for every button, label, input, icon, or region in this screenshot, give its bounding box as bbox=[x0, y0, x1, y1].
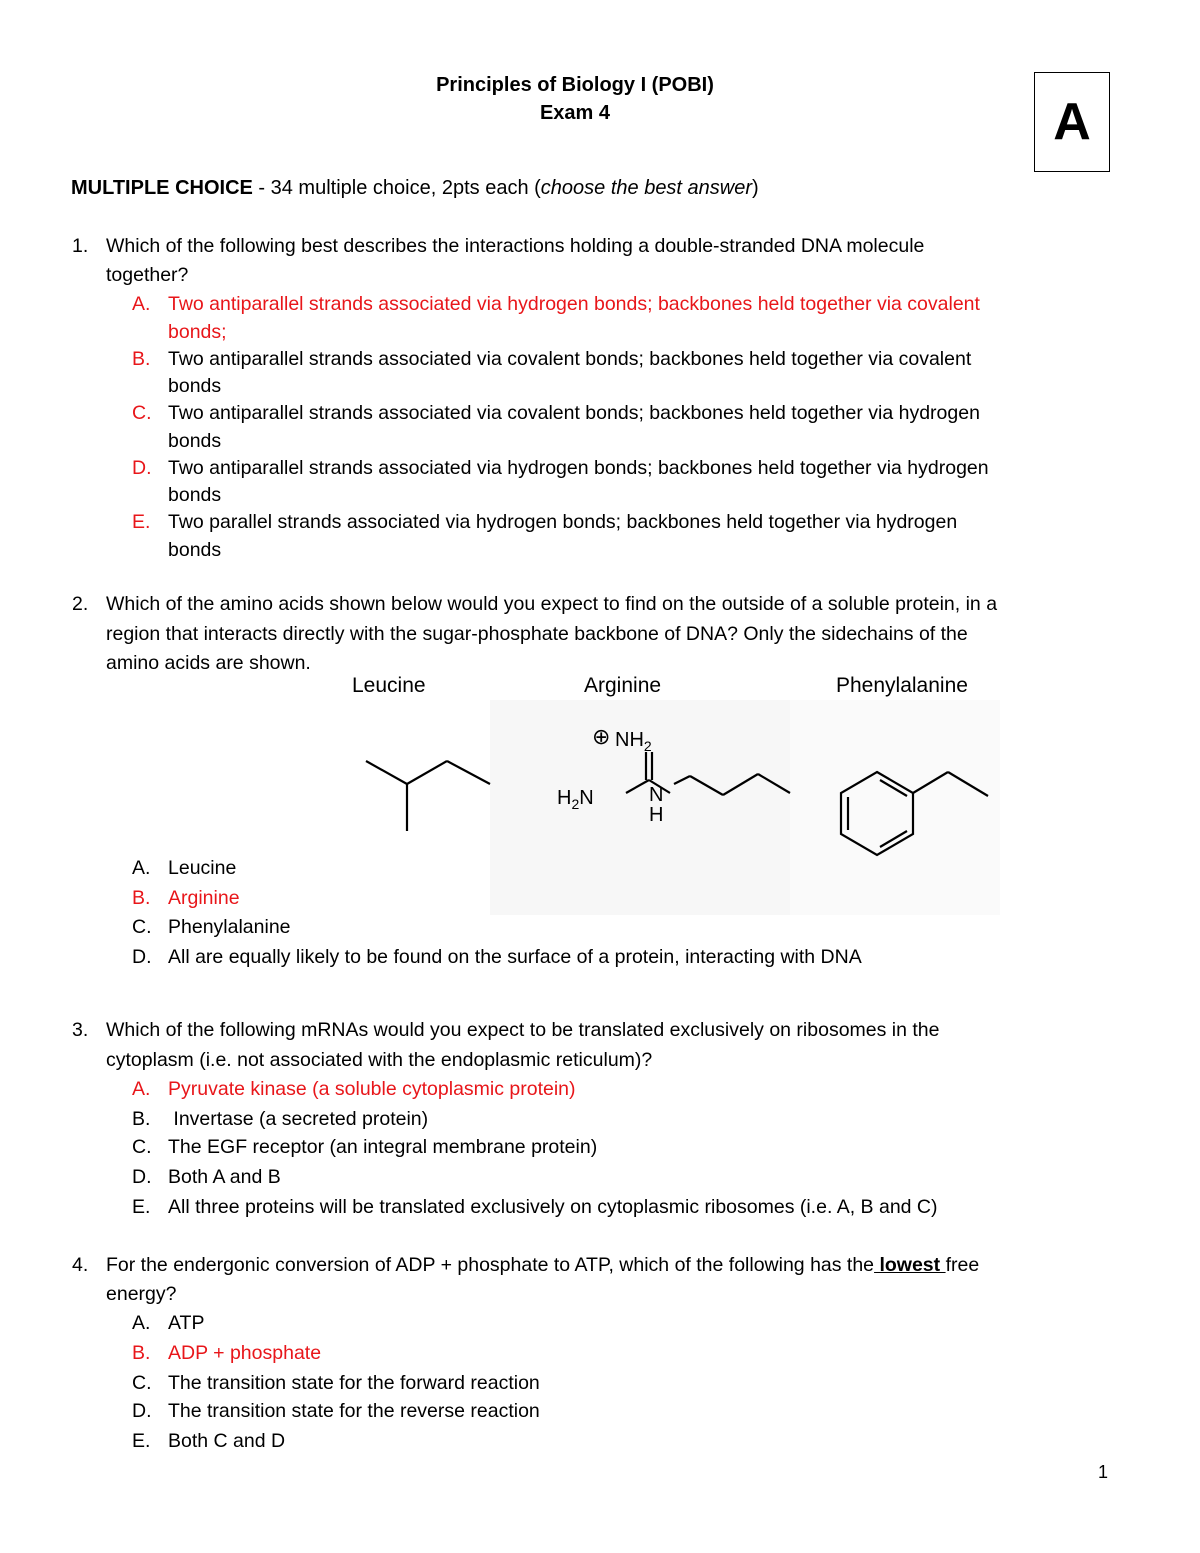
option-text: Phenylalanine bbox=[168, 916, 291, 938]
question-4-number: 4. bbox=[72, 1254, 89, 1276]
question-2-text: Which of the amino acids shown below would you expect to find on the outside of a soluble protein, in a bbox=[106, 593, 998, 615]
question-1-option-c-cont: bonds bbox=[168, 430, 222, 452]
option-letter: C. bbox=[132, 402, 152, 424]
section-heading-label: MULTIPLE CHOICE bbox=[71, 177, 253, 199]
question-3-text-cont: cytoplasm (i.e. not associated with the endoplasmic reticulum)? bbox=[106, 1049, 653, 1071]
option-text: Both A and B bbox=[168, 1166, 281, 1188]
option-text: Invertase (a secreted protein) bbox=[168, 1108, 429, 1130]
section-description-emphasis: choose the best answer bbox=[540, 177, 753, 199]
option-text: The EGF receptor (an integral membrane protein) bbox=[168, 1136, 598, 1158]
question-3-text: Which of the following mRNAs would you expect to be translated exclusively on ribosomes in the bbox=[106, 1019, 940, 1041]
question-3-option-b[interactable] bbox=[132, 1105, 428, 1134]
question-1-option-c[interactable] bbox=[132, 399, 980, 428]
option-text: Two antiparallel strands associated via hydrogen bonds; backbones held together via hydrogen bbox=[168, 457, 989, 479]
positive-charge-symbol: ⊕ bbox=[592, 724, 611, 749]
question-1-option-d[interactable] bbox=[132, 454, 989, 483]
question-3-number: 3. bbox=[72, 1019, 89, 1041]
amino-acid-figure bbox=[340, 700, 1010, 920]
question-4-option-a[interactable] bbox=[132, 1309, 204, 1338]
atom-h2n-left: $H_2N$ bbox=[557, 787, 594, 812]
option-letter: C. bbox=[132, 916, 152, 938]
option-letter: A. bbox=[132, 857, 151, 879]
option-text: The transition state for the reverse reaction bbox=[168, 1400, 540, 1422]
section-description: - 34 multiple choice, 2pts each ( bbox=[252, 177, 541, 199]
question-2-text-cont2: amino acids are shown. bbox=[106, 652, 311, 674]
figure-label-arginine: Arginine bbox=[584, 674, 662, 697]
question-2-option-d[interactable] bbox=[132, 943, 862, 972]
exam-version-box bbox=[1034, 72, 1110, 172]
option-letter: B. bbox=[132, 1108, 151, 1130]
question-4-option-e[interactable] bbox=[132, 1427, 285, 1456]
question-4-option-b[interactable] bbox=[132, 1339, 321, 1368]
question-2-option-c[interactable] bbox=[132, 913, 291, 942]
question-2-option-a[interactable] bbox=[132, 854, 236, 883]
section-description-end: ) bbox=[752, 177, 759, 199]
question-3-option-a[interactable] bbox=[132, 1075, 576, 1104]
question-3-option-d[interactable] bbox=[132, 1163, 281, 1192]
question-4-option-d[interactable] bbox=[132, 1397, 540, 1426]
question-4-text bbox=[106, 1251, 979, 1280]
leucine-structure bbox=[366, 761, 490, 831]
question-2-option-b[interactable] bbox=[132, 884, 240, 913]
option-text: Both C and D bbox=[168, 1430, 286, 1452]
option-letter: C. bbox=[132, 1136, 152, 1158]
question-1-option-d-cont: bonds bbox=[168, 484, 222, 506]
option-text: Arginine bbox=[168, 887, 240, 909]
option-letter: A. bbox=[132, 1312, 151, 1334]
option-letter: B. bbox=[132, 1342, 151, 1364]
atom-h-below: H bbox=[649, 804, 664, 826]
atom-n-right: N bbox=[649, 784, 664, 806]
option-text: All three proteins will be translated exclusively on cytoplasmic ribosomes (i.e. A, B and C) bbox=[168, 1196, 938, 1218]
option-letter: E. bbox=[132, 1196, 151, 1218]
option-letter: D. bbox=[132, 457, 152, 479]
question-4-text-start: For the endergonic conversion of ADP + phosphate to ATP, which of the following has the bbox=[106, 1254, 875, 1276]
question-1-text: Which of the following best describes the interactions holding a double-stranded DNA molecule bbox=[106, 235, 925, 257]
question-1-option-a[interactable] bbox=[132, 290, 980, 319]
question-4-emphasis: lowest bbox=[874, 1254, 946, 1276]
question-1-option-b-cont: bonds bbox=[168, 375, 222, 397]
question-1-number: 1. bbox=[72, 235, 89, 257]
section-heading bbox=[71, 174, 759, 203]
option-text: Two antiparallel strands associated via covalent bonds; backbones held together via hydrogen bbox=[168, 402, 980, 424]
figure-label-leucine: Leucine bbox=[352, 674, 426, 697]
option-text: Leucine bbox=[168, 857, 237, 879]
page-number: 1 bbox=[1098, 1462, 1109, 1482]
option-text: The transition state for the forward reaction bbox=[168, 1372, 540, 1394]
option-letter: A. bbox=[132, 293, 151, 315]
option-letter: E. bbox=[132, 511, 151, 533]
option-letter: D. bbox=[132, 1166, 152, 1188]
option-letter: E. bbox=[132, 1430, 151, 1452]
question-1-option-e-cont: bonds bbox=[168, 539, 222, 561]
question-4-text-end: free bbox=[945, 1254, 980, 1276]
option-letter: A. bbox=[132, 1078, 151, 1100]
question-1-option-e[interactable] bbox=[132, 508, 957, 537]
atom-nh2-top: $NH_2$ bbox=[615, 729, 652, 754]
question-1-option-b[interactable] bbox=[132, 345, 971, 374]
option-text: Two parallel strands associated via hydrogen bonds; backbones held together via hydrogen bbox=[168, 511, 958, 533]
option-text: Two antiparallel strands associated via covalent bonds; backbones held together via covalent bbox=[168, 348, 972, 370]
phenylalanine-panel bbox=[790, 700, 1000, 915]
question-2-number: 2. bbox=[72, 593, 89, 615]
exam-title: Exam 4 bbox=[539, 102, 611, 124]
course-title: Principles of Biology I (POBI) bbox=[436, 74, 714, 96]
option-text: Two antiparallel strands associated via hydrogen bonds; backbones held together via covalent bbox=[168, 293, 980, 315]
option-letter: B. bbox=[132, 887, 151, 909]
question-4-text-cont: energy? bbox=[106, 1283, 177, 1305]
option-letter: D. bbox=[132, 946, 152, 968]
exam-version-letter: A bbox=[1053, 93, 1091, 151]
option-text: ADP + phosphate bbox=[168, 1342, 322, 1364]
figure-label-phenylalanine: Phenylalanine bbox=[836, 674, 968, 697]
option-letter: D. bbox=[132, 1400, 152, 1422]
option-text: All are equally likely to be found on the surface of a protein, interacting with DNA bbox=[168, 946, 862, 968]
option-letter: B. bbox=[132, 348, 151, 370]
question-3-option-c[interactable] bbox=[132, 1133, 597, 1162]
question-1-option-a-cont: bonds; bbox=[168, 321, 227, 343]
question-2-text-cont: region that interacts directly with the sugar-phosphate backbone of DNA? Only the sidechains of the bbox=[106, 623, 968, 645]
option-letter: C. bbox=[132, 1372, 152, 1394]
question-4-option-c[interactable] bbox=[132, 1369, 540, 1398]
option-text: ATP bbox=[168, 1312, 205, 1334]
option-text: Pyruvate kinase (a soluble cytoplasmic protein) bbox=[168, 1078, 576, 1100]
question-1-text-cont: together? bbox=[106, 264, 189, 286]
question-3-option-e[interactable] bbox=[132, 1193, 938, 1222]
